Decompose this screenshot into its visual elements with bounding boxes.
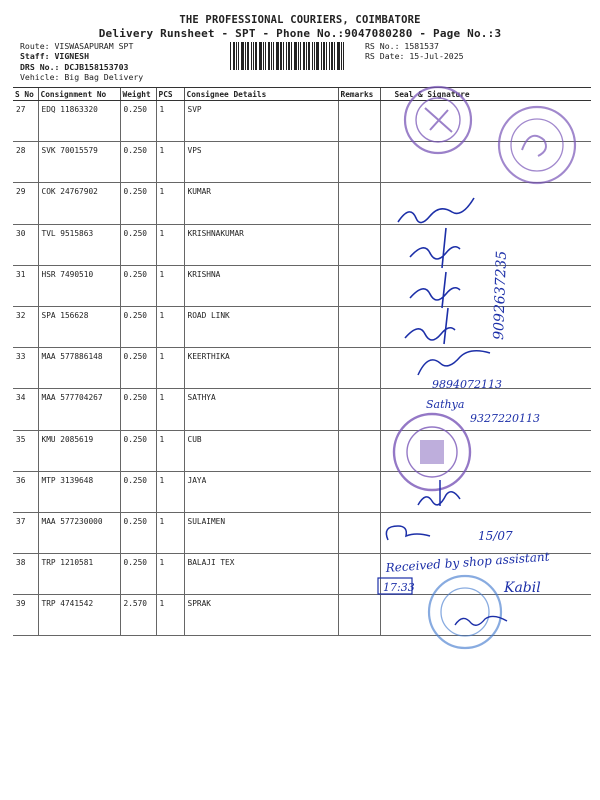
- cell-consignment: MAA 577230000: [38, 512, 120, 553]
- barcode-graphic: [230, 42, 350, 70]
- header-sno: S No: [13, 88, 38, 101]
- company-title: THE PROFESSIONAL COURIERS, COIMBATORE: [179, 14, 421, 26]
- cell-signature: [380, 430, 591, 471]
- cell-consignee: SVP: [184, 101, 338, 142]
- table-row: [13, 389, 591, 430]
- cell-consignee: KRISHNA: [184, 265, 338, 306]
- cell-signature: [380, 142, 591, 183]
- cell-sno: 28: [13, 142, 38, 183]
- cell-remarks: [338, 471, 380, 512]
- cell-consignment: KMU 2085619: [38, 430, 120, 471]
- cell-consignee: KUMAR: [184, 183, 338, 224]
- cell-consignee: JAYA: [184, 471, 338, 512]
- table-row: [13, 348, 591, 389]
- cell-sno: 38: [13, 554, 38, 595]
- runsheet-meta-left: [20, 41, 143, 82]
- handwritten-sathya-name: Sathya: [426, 398, 465, 411]
- barcode-bar: [263, 42, 264, 70]
- handwritten-phone-number: 9092637235: [491, 250, 511, 341]
- barcode-bar: [343, 42, 344, 70]
- cell-remarks: [338, 183, 380, 224]
- cell-sno: 29: [13, 183, 38, 224]
- cell-sno: 34: [13, 389, 38, 430]
- handwritten-sathya-number: 9327220113: [470, 412, 540, 425]
- barcode-bar: [230, 42, 231, 70]
- cell-remarks: [338, 224, 380, 265]
- cell-signature: [380, 348, 591, 389]
- cell-weight: 0.250: [120, 554, 156, 595]
- cell-pcs: 1: [156, 430, 184, 471]
- cell-sno: 36: [13, 471, 38, 512]
- cell-pcs: 1: [156, 595, 184, 636]
- cell-pcs: 1: [156, 224, 184, 265]
- cell-pcs: 1: [156, 101, 184, 142]
- cell-consignee: CUB: [184, 430, 338, 471]
- cell-pcs: 1: [156, 471, 184, 512]
- cell-signature: [380, 389, 591, 430]
- cell-remarks: [338, 595, 380, 636]
- cell-pcs: 1: [156, 306, 184, 347]
- barcode-bar: [245, 42, 246, 70]
- cell-sno: 32: [13, 306, 38, 347]
- barcode-bar: [268, 42, 270, 70]
- rs-date-text: RS Date: 15-Jul-2025: [365, 51, 464, 62]
- barcode-bar: [291, 42, 292, 70]
- cell-remarks: [338, 554, 380, 595]
- header-pcs: PCS: [156, 88, 184, 101]
- cell-weight: 0.250: [120, 306, 156, 347]
- cell-consignment: TRP 4741542: [38, 595, 120, 636]
- barcode-bar: [334, 42, 335, 70]
- cell-weight: 0.250: [120, 183, 156, 224]
- barcode-bar: [331, 42, 333, 70]
- cell-remarks: [338, 430, 380, 471]
- cell-consignment: MAA 577886148: [38, 348, 120, 389]
- cell-signature: [380, 183, 591, 224]
- header-remarks: Remarks: [338, 88, 380, 101]
- header-seal-signature: Seal & Signature: [380, 88, 591, 101]
- header-weight: Weight: [120, 88, 156, 101]
- table-row: [13, 512, 591, 553]
- cell-sno: 33: [13, 348, 38, 389]
- handwritten-time: 17:33: [383, 581, 415, 594]
- cell-pcs: 1: [156, 142, 184, 183]
- cell-pcs: 1: [156, 389, 184, 430]
- table-row: [13, 183, 591, 224]
- handwritten-received-note: Received by shop assistant: [385, 549, 550, 575]
- cell-signature: [380, 224, 591, 265]
- cell-remarks: [338, 265, 380, 306]
- barcode-bar: [303, 42, 305, 70]
- cell-weight: 0.250: [120, 101, 156, 142]
- barcode-bar: [259, 42, 262, 70]
- cell-weight: 2.570: [120, 595, 156, 636]
- table-row: [13, 430, 591, 471]
- barcode-bar: [337, 42, 340, 70]
- barcode-bar: [329, 42, 330, 70]
- cell-signature: [380, 265, 591, 306]
- handwritten-date: 15/07: [478, 529, 513, 543]
- staff-text: Staff: VIGNESH: [20, 51, 90, 62]
- cell-consignee: ROAD LINK: [184, 306, 338, 347]
- cell-consignment: HSR 7490510: [38, 265, 120, 306]
- drs-text: DRS No.: DCJB158153703: [20, 61, 129, 72]
- header-consignee: Consignee Details: [184, 88, 338, 101]
- barcode-bar: [286, 42, 287, 70]
- runsheet-meta-right: [365, 41, 464, 62]
- cell-weight: 0.250: [120, 265, 156, 306]
- cell-signature: [380, 471, 591, 512]
- barcode-bar: [326, 42, 327, 70]
- cell-weight: 0.250: [120, 142, 156, 183]
- header-consignment: Consignment No: [38, 88, 120, 101]
- barcode-bar: [341, 42, 342, 70]
- barcode-bar: [273, 42, 274, 70]
- cell-consignee: SULAIMEN: [184, 512, 338, 553]
- cell-signature: [380, 306, 591, 347]
- cell-pcs: 1: [156, 348, 184, 389]
- cell-remarks: [338, 389, 380, 430]
- cell-consignment: SPA 156628: [38, 306, 120, 347]
- handwritten-keerthika-number: 9894072113: [432, 378, 502, 391]
- cell-signature: [380, 554, 591, 595]
- cell-consignment: MAA 577704267: [38, 389, 120, 430]
- barcode-bar: [314, 42, 315, 70]
- barcode-bar: [288, 42, 290, 70]
- cell-pcs: 1: [156, 183, 184, 224]
- cell-pcs: 1: [156, 265, 184, 306]
- cell-remarks: [338, 348, 380, 389]
- barcode-bar: [233, 42, 235, 70]
- barcode-bar: [253, 42, 254, 70]
- barcode-bar: [276, 42, 279, 70]
- cell-consignee: BALAJI TEX: [184, 554, 338, 595]
- cell-remarks: [338, 101, 380, 142]
- delivery-table: [13, 87, 591, 636]
- runsheet-subtitle: Delivery Runsheet - SPT - Phone No.:9047080280 - Page No.:3: [98, 27, 502, 40]
- cell-remarks: [338, 142, 380, 183]
- barcode-bar: [321, 42, 322, 70]
- table-row: [13, 101, 591, 142]
- barcode-bar: [255, 42, 257, 70]
- cell-signature: [380, 512, 591, 553]
- vehicle-text: Vehicle: Big Bag Delivery: [20, 71, 144, 82]
- barcode-bar: [306, 42, 307, 70]
- cell-signature: [380, 101, 591, 142]
- cell-consignment: MTP 3139648: [38, 471, 120, 512]
- cell-sno: 35: [13, 430, 38, 471]
- cell-sno: 31: [13, 265, 38, 306]
- table-row: [13, 265, 591, 306]
- rs-number-text: RS No.: 1581537: [365, 41, 439, 51]
- cell-sno: 30: [13, 224, 38, 265]
- cell-weight: 0.250: [120, 471, 156, 512]
- cell-remarks: [338, 306, 380, 347]
- cell-sno: 27: [13, 101, 38, 142]
- cell-weight: 0.250: [120, 389, 156, 430]
- barcode-bar: [316, 42, 319, 70]
- cell-pcs: 1: [156, 554, 184, 595]
- cell-pcs: 1: [156, 512, 184, 553]
- barcode-bar: [300, 42, 301, 70]
- barcode-bar: [238, 42, 239, 70]
- barcode-bar: [247, 42, 249, 70]
- route-text: Route: VISWASAPURAM SPT: [20, 41, 134, 51]
- cell-remarks: [338, 512, 380, 553]
- table-row: [13, 142, 591, 183]
- table-row: [13, 471, 591, 512]
- barcode-bar: [251, 42, 252, 70]
- table-row: [13, 595, 591, 636]
- barcode-bar: [241, 42, 244, 70]
- cell-consignee: SATHYA: [184, 389, 338, 430]
- cell-sno: 39: [13, 595, 38, 636]
- cell-consignee: VPS: [184, 142, 338, 183]
- cell-weight: 0.250: [120, 430, 156, 471]
- cell-consignment: SVK 70015579: [38, 142, 120, 183]
- cell-consignment: COK 24767902: [38, 183, 120, 224]
- barcode-bar: [280, 42, 282, 70]
- barcode-bar: [298, 42, 299, 70]
- cell-consignee: KRISHNAKUMAR: [184, 224, 338, 265]
- handwritten-receiver-name: Kabil: [504, 580, 541, 596]
- table-row: [13, 224, 591, 265]
- table-header-row: [13, 88, 591, 101]
- barcode-bar: [236, 42, 237, 70]
- cell-consignee: SPRAK: [184, 595, 338, 636]
- cell-consignment: TVL 9515863: [38, 224, 120, 265]
- cell-weight: 0.250: [120, 512, 156, 553]
- table-row: [13, 554, 591, 595]
- barcode-bar: [265, 42, 266, 70]
- barcode-bar: [283, 42, 284, 70]
- cell-weight: 0.250: [120, 348, 156, 389]
- cell-weight: 0.250: [120, 224, 156, 265]
- barcode-bar: [308, 42, 310, 70]
- barcode-bar: [271, 42, 272, 70]
- cell-sno: 37: [13, 512, 38, 553]
- table-row: [13, 306, 591, 347]
- cell-consignment: TRP 1210581: [38, 554, 120, 595]
- barcode-bar: [323, 42, 325, 70]
- barcode-bar: [312, 42, 313, 70]
- barcode-bar: [294, 42, 297, 70]
- cell-consignment: EDQ 11863320: [38, 101, 120, 142]
- cell-consignee: KEERTHIKA: [184, 348, 338, 389]
- cell-signature: [380, 595, 591, 636]
